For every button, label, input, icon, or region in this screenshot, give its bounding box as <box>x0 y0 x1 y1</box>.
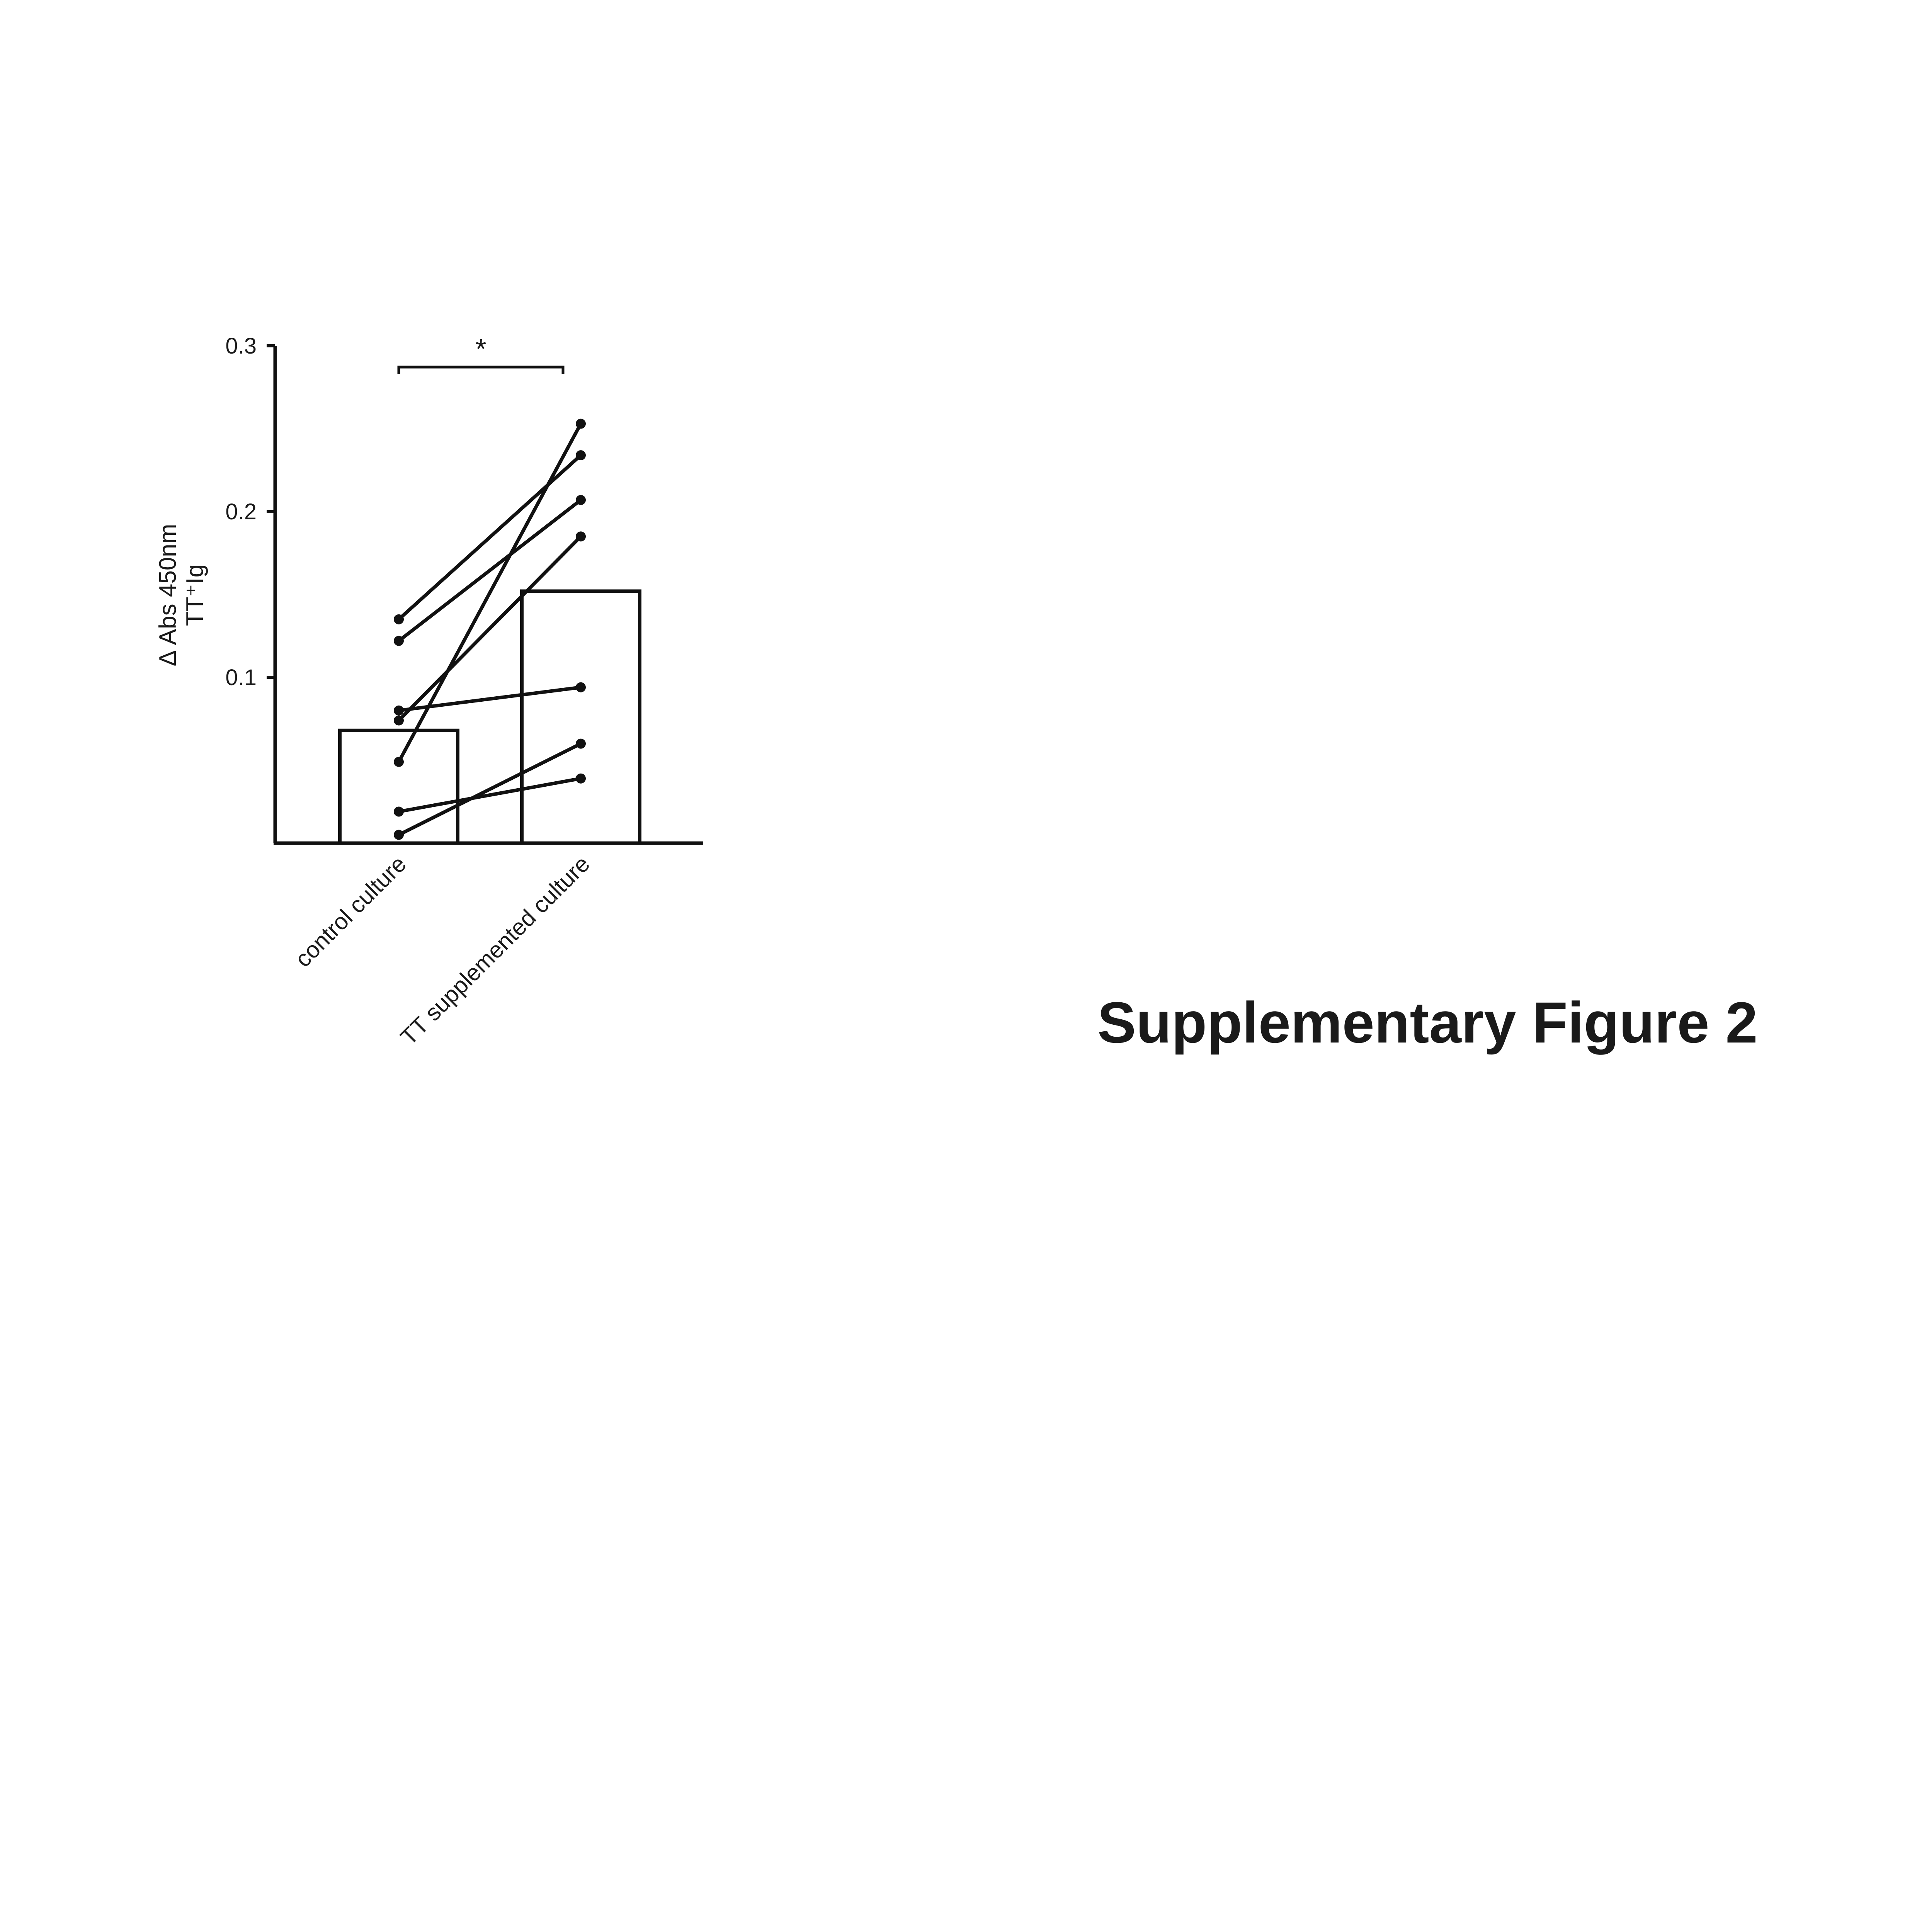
figure-label: Supplementary Figure 2 <box>1097 990 1758 1055</box>
y-axis-title: Δ Abs 450nm <box>155 524 181 667</box>
data-point-tt <box>576 739 586 749</box>
labels-group <box>155 334 595 1050</box>
bar-1 <box>522 591 640 843</box>
data-point-control <box>394 614 404 624</box>
data-point-tt <box>576 450 586 460</box>
significance-label: * <box>475 334 486 365</box>
y-tick-label: 0.1 <box>225 665 257 690</box>
y-tick-label: 0.3 <box>225 333 257 359</box>
data-point-control <box>394 636 404 646</box>
category-label: TT supplemented culture <box>395 850 595 1050</box>
pair-line <box>399 500 581 641</box>
data-point-control <box>394 706 404 716</box>
pair-line <box>399 536 581 720</box>
pair-line <box>399 744 581 835</box>
pair-line <box>399 779 581 812</box>
y-tick-label: 0.2 <box>225 499 257 524</box>
data-point-tt <box>576 495 586 505</box>
significance-bracket <box>399 367 563 374</box>
y-axis-title-line2: TT⁺Ig <box>182 564 208 626</box>
data-point-control <box>394 806 404 816</box>
data-point-tt <box>576 682 586 692</box>
data-point-control <box>394 716 404 726</box>
data-point-control <box>394 830 404 840</box>
paired-lines-group <box>394 419 586 840</box>
data-point-tt <box>576 531 586 541</box>
category-label: control culture <box>290 850 412 972</box>
data-point-tt <box>576 419 586 429</box>
data-point-control <box>394 757 404 767</box>
bar-0 <box>340 730 458 843</box>
data-point-tt <box>576 774 586 784</box>
